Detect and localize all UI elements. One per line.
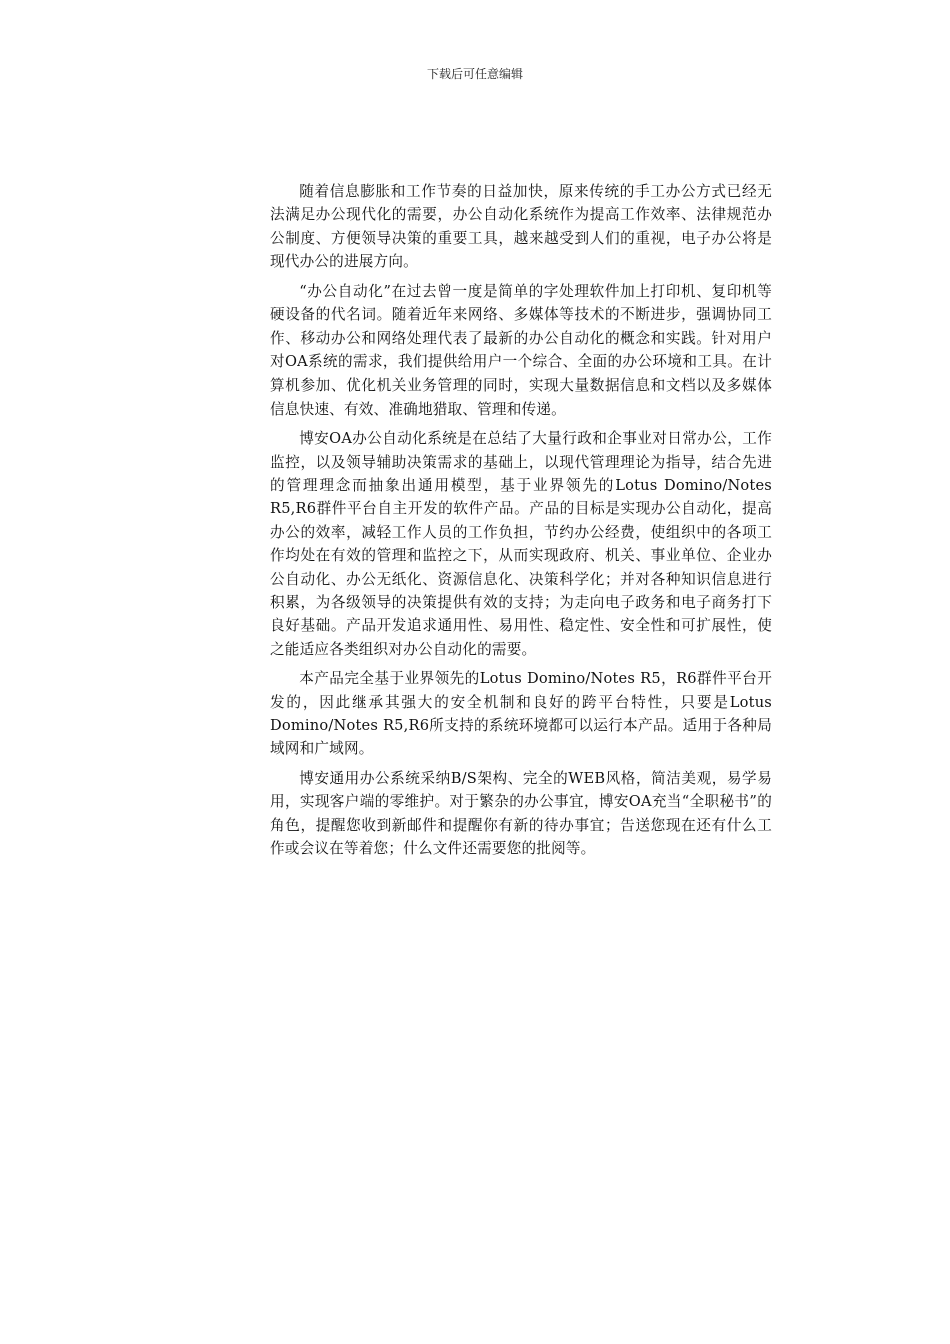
page-header-note: 下载后可任意编辑: [426, 67, 523, 81]
paragraph-architecture: 博安通用办公系统采纳B/S架构、完全的WEB风格，简洁美观，易学易用，实现客户端的零维护。对于繁杂的办公事宜，博安OA充当“全职秘书”的角色，提醒您收到新邮件和提醒你有新的待办事宜；告送您现在还有什么工作或会议在等着您；什么文件还需要您的批阅等。: [270, 769, 772, 858]
paragraph-product-overview: 博安OA办公自动化系统是在总结了大量行政和企事业对日常办公，工作监控，以及领导辅助决策需求的基础上，以现代管理理论为指导，结合先进的管理理念而抽象出通用模型，基于业界领先的Lotus Domino/Notes R5,R6群件平台自主开发的软件产品。产品的目标是实现办公自动化，提高办公的效率，减轻工作人员的工作负担，节约办公经费，使组织中的各项工作均处在有效的管理和监控之下，从而实现政府、机关、事业单位、企业办公自动化、办公无纸化、资源信息化、决策科学化；并对各种知识信息进行积累，为各级领导的决策提供有效的支持；为走向电子政务和电子商务打下良好基础。产品开发追求通用性、易用性、稳定性、安全性和可扩展性，使之能适应各类组织对办公自动化的需要。: [270, 430, 772, 658]
paragraph-oa-concept: “办公自动化”在过去曾一度是简单的字处理软件加上打印机、复印机等硬设备的代名词。随着近年来网络、多媒体等技术的不断进步，强调协同工作、移动办公和网络处理代表了最新的办公自动化的概念和实践。针对用户对OA系统的需求，我们提供给用户一个综合、全面的办公环境和工具。在计算机参加、优化机关业务管理的同时，实现大量数据信息和文档以及多媒体信息快速、有效、准确地猎取、管理和传递。: [270, 282, 772, 418]
paragraph-platform: 本产品完全基于业界领先的Lotus Domino/Notes R5，R6群件平台开发的，因此继承其强大的安全机制和良好的跨平台特性，只要是Lotus Domino/Notes R5,R6所支持的系统环境都可以运行本产品。适用于各种局域网和广域网。: [270, 670, 772, 758]
document-body: [270, 180, 772, 867]
paragraph-intro: 随着信息膨胀和工作节奏的日益加快，原来传统的手工办公方式已经无法满足办公现代化的需要，办公自动化系统作为提高工作效率、法律规范办公制度、方便领导决策的重要工具，越来越受到人们的重视，电子办公将是现代办公的进展方向。: [270, 183, 772, 271]
